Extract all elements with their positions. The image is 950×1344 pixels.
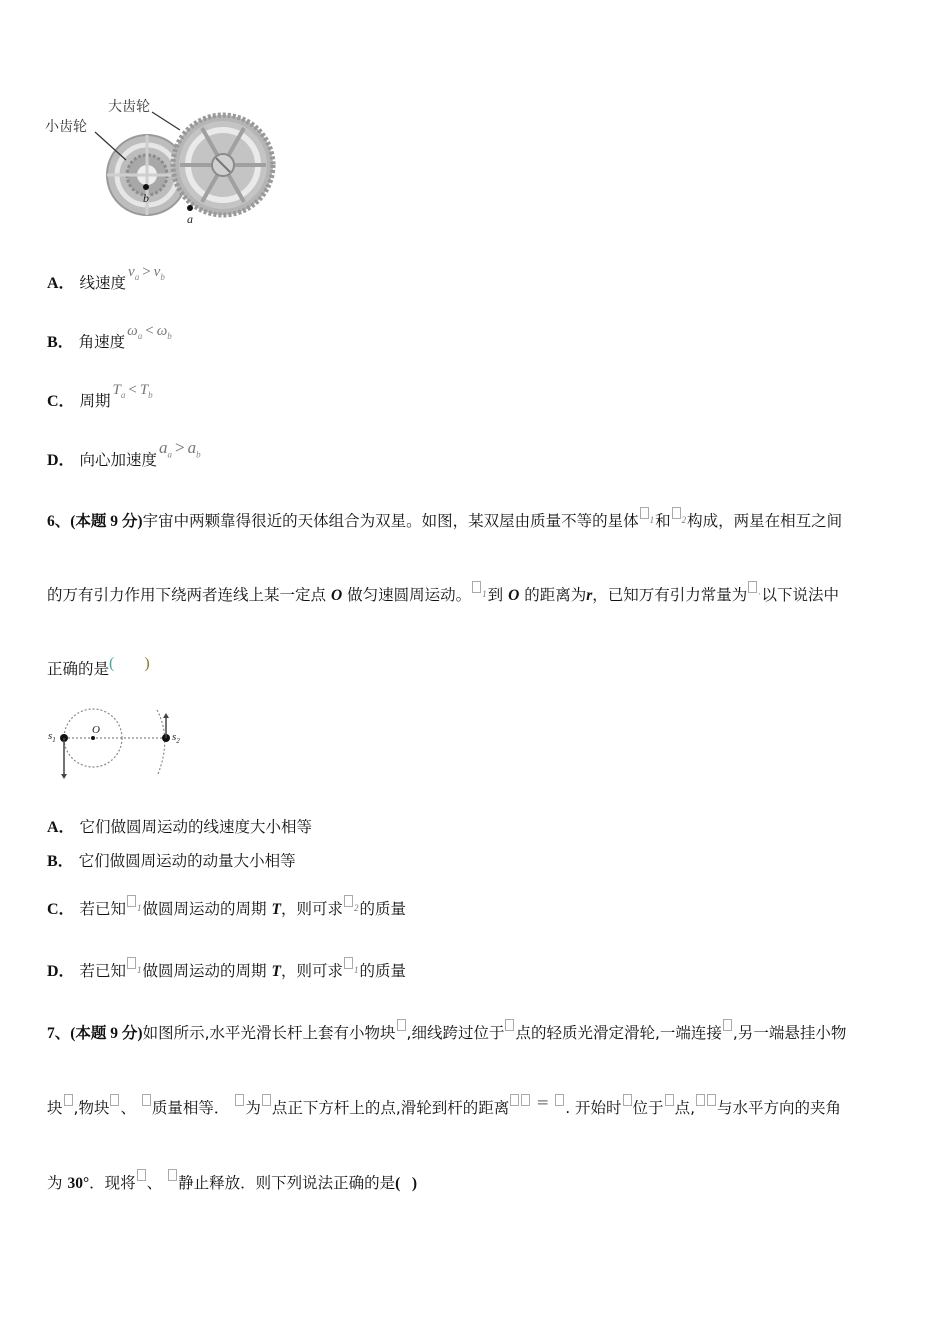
- missing-glyph-icon: [510, 1094, 519, 1106]
- missing-glyph-icon: [672, 507, 681, 519]
- missing-glyph-icon: [472, 581, 481, 593]
- q6-option-d: D． 若已知 1做圆周运动的周期 T，则可求 1的质量: [47, 961, 406, 983]
- big-gear-label: 大齿轮: [108, 99, 150, 115]
- q6-number: 6、: [47, 513, 71, 530]
- point-b-marker: [143, 184, 149, 190]
- point-a-marker: [187, 205, 193, 211]
- q5-option-d: D． 向心加速度$a_a > a_b$: [47, 438, 201, 469]
- q7-stem-line-3: 为 30°．现将 、 静止释放．则下列说法正确的是( ): [47, 1173, 417, 1194]
- answer-paren-right: ): [144, 655, 150, 672]
- gears-illustration: [40, 92, 280, 227]
- small-gear-label: 小齿轮: [45, 119, 87, 135]
- q6-option-c: C． 若已知 1做圆周运动的周期 T，则可求 2的质量: [47, 899, 406, 921]
- math-ta-lt-tb: $T_a < T_b$: [112, 382, 153, 400]
- q6-score: (本题 9 分): [70, 513, 143, 530]
- missing-glyph-icon: [505, 1019, 514, 1031]
- answer-paren: ( ): [395, 1175, 418, 1192]
- missing-glyph-icon: [64, 1094, 73, 1106]
- q7-stem-line-2: 块 ,物块 、 质量相等． 为 点正下方杆上的点,滑轮到杆的距离 = . 开始时 位于 点, 与水平方向的夹角: [47, 1093, 842, 1117]
- missing-glyph-icon: [142, 1094, 151, 1106]
- q6-option-b: B． 它们做圆周运动的动量大小相等: [47, 852, 296, 870]
- math-va-gt-vb: $v_a > v_b$: [128, 264, 165, 282]
- missing-glyph-icon: [723, 1019, 732, 1031]
- missing-glyph-icon: [344, 957, 353, 969]
- q5-option-b: B． 角速度$\omega_a < \omega_b$: [47, 323, 172, 351]
- q6-option-a: A． 它们做圆周运动的线速度大小相等: [47, 818, 313, 836]
- missing-glyph-icon: [640, 507, 649, 519]
- point-a-label: a: [187, 212, 193, 226]
- binary-star-figure: [44, 702, 194, 782]
- missing-glyph-icon: [168, 1169, 177, 1181]
- missing-glyph-icon: [521, 1094, 530, 1106]
- missing-glyph-icon: [696, 1094, 705, 1106]
- missing-glyph-icon: [110, 1094, 119, 1106]
- q6-stem-line-3: 正确的是( ): [47, 655, 150, 678]
- missing-glyph-icon: [665, 1094, 674, 1106]
- q7-score: (本题 9 分): [70, 1025, 143, 1042]
- point-b-label: b: [143, 191, 149, 205]
- q7-stem-line-1: 7、(本题 9 分)如图所示,水平光滑长杆上套有小物块 ,细线跨过位于 点的轻质光滑定滑轮,一端连接 ,另一端悬挂小物: [47, 1023, 846, 1044]
- q5-option-a: A． 线速度$v_a > v_b$: [47, 264, 165, 292]
- q7-number: 7、: [47, 1025, 71, 1042]
- missing-glyph-icon: [748, 581, 757, 593]
- q5-option-c: C． 周期$T_a < T_b$: [47, 382, 153, 410]
- missing-glyph-icon: [707, 1094, 716, 1106]
- s1-label: $s_1$: [48, 730, 56, 745]
- missing-glyph-icon: [397, 1019, 406, 1031]
- missing-glyph-icon: [127, 957, 136, 969]
- o-label: O: [92, 724, 100, 736]
- missing-glyph-icon: [344, 895, 353, 907]
- missing-glyph-icon: [623, 1094, 632, 1106]
- missing-glyph-icon: [137, 1169, 146, 1181]
- missing-glyph-icon: [235, 1094, 244, 1106]
- missing-glyph-icon: [555, 1094, 564, 1106]
- s2-label: $s_2$: [172, 731, 180, 746]
- q6-stem-line-1: 6、(本题 9 分)宇宙中两颗靠得很近的天体组合为双星。如图，某双屋由质量不等的星体 1和 2构成，两星在相互之间: [47, 511, 842, 533]
- missing-glyph-icon: [127, 895, 136, 907]
- missing-glyph-icon: [262, 1094, 271, 1106]
- math-aa-gt-ab: $a_a > a_b$: [159, 438, 201, 460]
- q6-stem-line-2: 的万有引力作用下绕两者连线上某一定点 O 做匀速圆周运动。 1到 O 的距离为r，已知万有引力常量为 ·以下说法中: [47, 585, 839, 607]
- answer-paren-left: (: [109, 655, 115, 672]
- math-wa-lt-wb: $\omega_a < \omega_b$: [127, 323, 172, 341]
- gear-figure: [40, 92, 280, 227]
